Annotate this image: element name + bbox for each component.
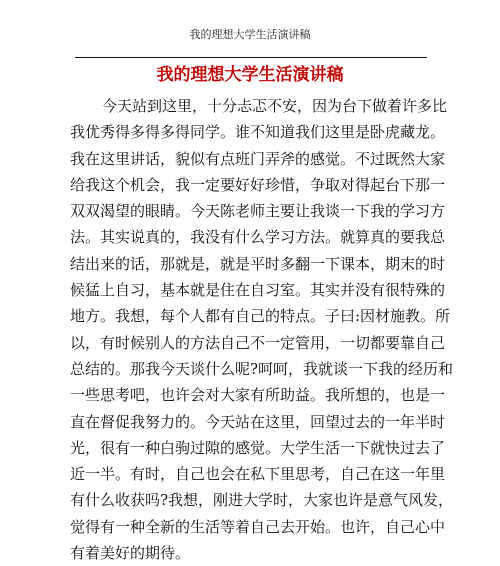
paragraph-line: 总结的。那我今天谈什么呢?呵呵，我就谈一下我的经历和 (70, 359, 454, 378)
paragraph-line: 结出来的话，那就是，就是平时多翻一下课本，期末的时 (70, 254, 446, 273)
paragraph-line: 候猛上自习，基本就是住在自习室。其实并没有很特殊的 (70, 281, 446, 300)
document-body (70, 93, 454, 566)
paragraph-line: 一些思考吧，也许会对大家有所助益。我所想的，也是一 (70, 386, 446, 405)
paragraph-line: 觉得有一种全新的生活等着自己去开始。也许，自己心中 (70, 517, 446, 536)
paragraph-line: 直在督促我努力的。今天站在这里，回望过去的一年半时 (70, 412, 446, 431)
running-header: 我的理想大学生活演讲稿 (189, 28, 311, 41)
document-title: 我的理想大学生活演讲稿 (156, 65, 344, 85)
paragraph-line: 地方。我想，每个人都有自己的特点。子曰:因材施教。所 (70, 307, 451, 326)
header-divider (75, 57, 427, 58)
paragraph-line: 给我这个机会，我一定要好好珍惜，争取对得起台下那一 (70, 175, 446, 194)
paragraph-line: 近一半。有时，自己也会在私下里思考，自己在这一年里 (70, 465, 446, 484)
paragraph-line: 以，有时候别人的方法自己不一定管用，一切都要靠自己 (70, 333, 446, 352)
paragraph-line: 我优秀得多得多得同学。谁不知道我们这里是卧虎藏龙。 (70, 123, 446, 142)
paragraph-line: 有着美好的期待。 (70, 544, 191, 563)
paragraph-line: 双双渴望的眼睛。今天陈老师主要让我谈一下我的学习方 (70, 202, 446, 221)
paragraph-line: 光，很有一种白驹过隙的感觉。大学生活一下就快过去了 (70, 438, 446, 457)
paragraph-line: 法。其实说真的，我没有什么学习方法。就算真的要我总 (70, 228, 446, 247)
paragraph-line: 今天站到这里，十分忐忑不安，因为台下做着许多比 (102, 97, 448, 115)
paragraph-line: 我在这里讲话，貌似有点班门弄斧的感觉。不过既然大家 (70, 149, 446, 168)
paragraph-line: 有什么收获吗?我想，刚进大学时，大家也许是意气风发， (70, 491, 454, 510)
